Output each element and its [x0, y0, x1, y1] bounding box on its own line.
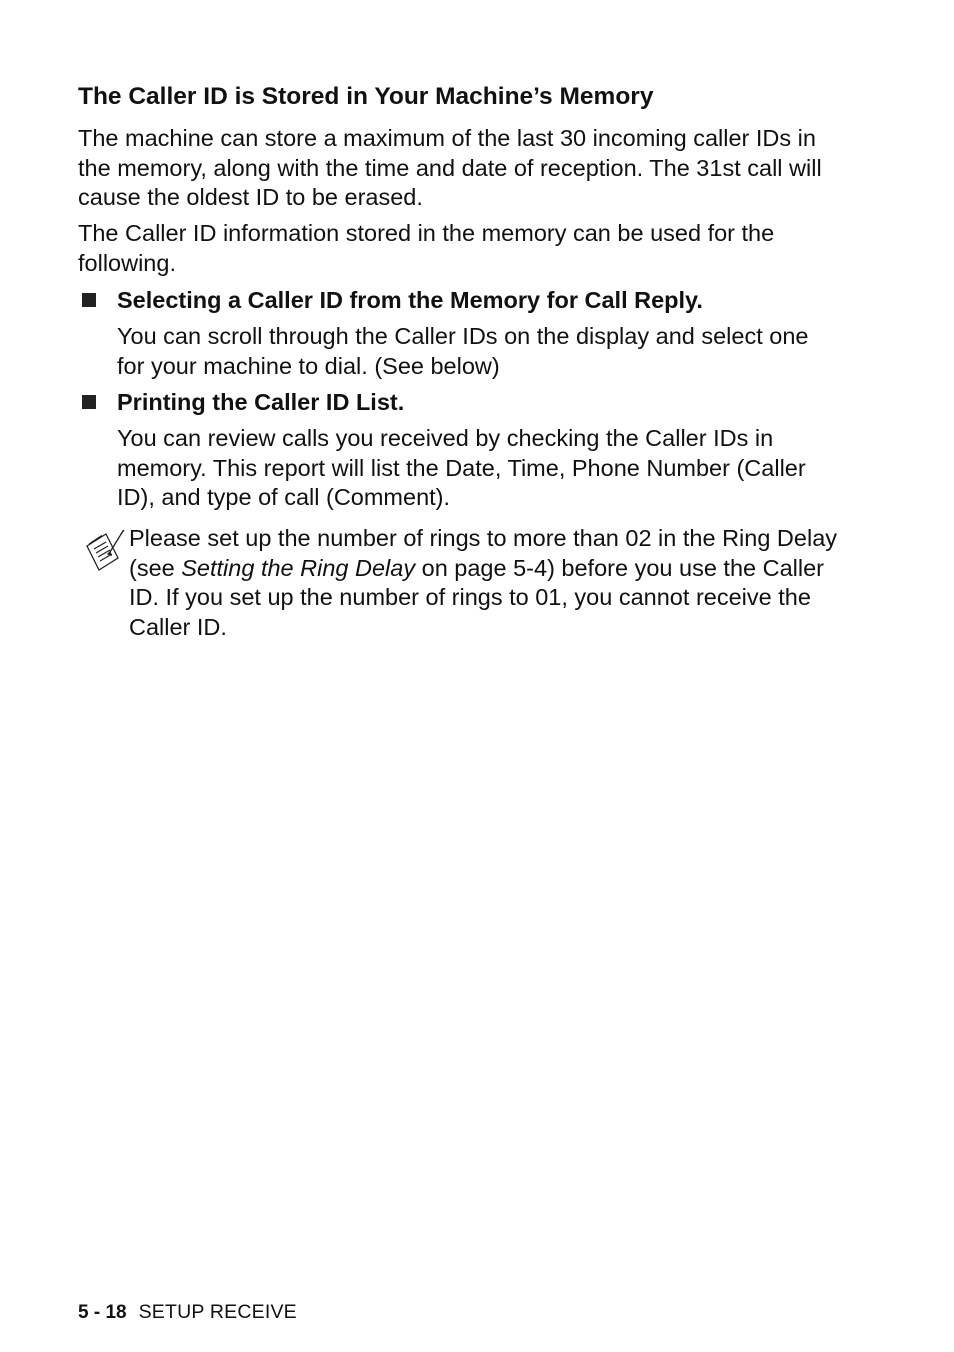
- bullet-square-icon: [82, 395, 96, 409]
- bullet-title: Printing the Caller ID List.: [117, 389, 405, 415]
- intro-paragraph: The machine can store a maximum of the last 30 incoming caller IDs in the memory, along with the time and date of reception. The 31st call will cause the oldest ID to be erased.: [78, 125, 822, 210]
- footer-section-name: SETUP RECEIVE: [138, 1301, 297, 1323]
- usage-paragraph: The Caller ID information stored in the memory can be used for the following.: [78, 220, 775, 276]
- note-cross-reference: Setting the Ring Delay: [181, 554, 416, 581]
- page-footer: [78, 1300, 297, 1325]
- bullet-body: You can review calls you received by checking the Caller IDs in memory. This report will list the Date, Time, Phone Number (Caller ID), and type of call (Comment).: [117, 425, 806, 510]
- footer-page-number: 5 - 18: [78, 1302, 127, 1323]
- section-heading: The Caller ID is Stored in Your Machine’s Memory: [78, 83, 654, 110]
- bullet-title: Selecting a Caller ID from the Memory for Call Reply.: [117, 287, 703, 313]
- bullet-item-call-reply: [78, 285, 838, 315]
- bullet-item-print-list: [78, 387, 838, 417]
- bullet-body: You can scroll through the Caller IDs on the display and select one for your machine to dial. (See below): [117, 323, 809, 379]
- note-text-end: on page 5-4) before you use the Caller ID. If you set up the number of rings to 01, you cannot receive the Caller ID.: [129, 554, 824, 640]
- note-text-start: Please set up the number of rings to more than 02 in the Ring Delay (see: [129, 525, 838, 581]
- note-pad-icon: [84, 528, 126, 572]
- bullet-square-icon: [82, 293, 96, 307]
- note-text: [129, 524, 844, 642]
